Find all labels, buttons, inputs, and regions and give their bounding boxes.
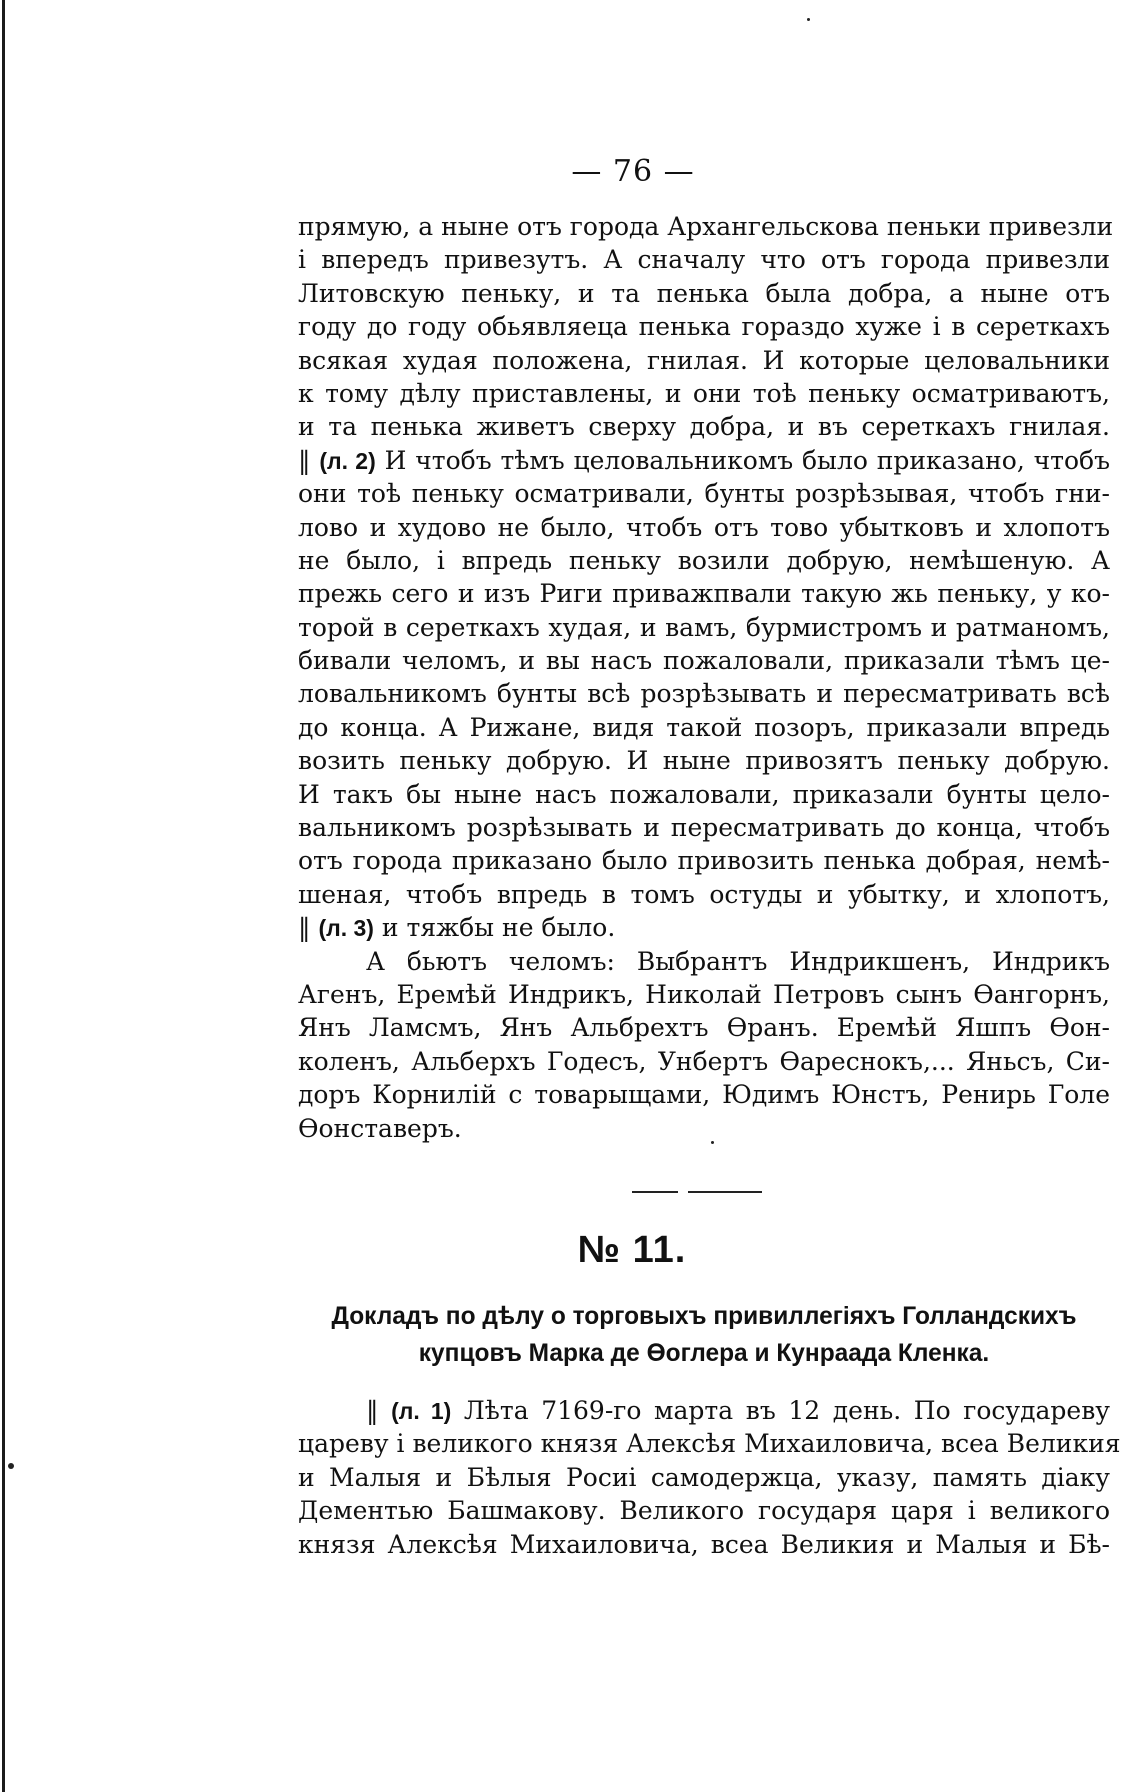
text-line: лово и худово не было, чтобъ отъ тово убытковъ и хлопотъ <box>298 512 1110 542</box>
text-line: князя Алексѣя Михаиловича, всеа Великия и Малыя и Бѣ- <box>298 1529 1110 1559</box>
folio-reference: (л. 3) <box>318 915 374 942</box>
heading-line: Докладъ по дѣлу о торговыхъ привиллегіяхъ Голландскихъ <box>331 1302 1077 1330</box>
text-line: вальникомъ розрѣзывать и пересматривать до конца, чтобъ <box>298 813 1110 843</box>
document-heading <box>306 1298 1102 1372</box>
heading-line: купцовъ Марка де Өоглера и Кунраада Кленка. <box>418 1339 990 1367</box>
page-edge-shadow <box>2 0 5 1792</box>
text-line: и Малыя и Бѣлыя Росиі самодержца, указу, память діаку <box>298 1462 1110 1492</box>
text-line-fragment: Лѣта 7169-го марта въ 12 день. По государеву <box>463 1396 1110 1425</box>
petitioners-line: доръ Корнилiй с товарыщами, Юдимъ Юнстъ, Ренирь Голе <box>298 1080 1110 1110</box>
scan-speck <box>8 1463 14 1469</box>
petitioners-line: коленъ, Альберхъ Годесъ, Унбертъ Өареснокъ,... Яньсъ, Си- <box>298 1046 1110 1076</box>
folio-marker: ‖ <box>298 913 311 943</box>
document-body <box>298 1394 1121 1561</box>
section-divider <box>632 1191 678 1193</box>
folio-marker: ‖ <box>298 445 311 475</box>
text-line-with-folio-ref <box>298 1394 1110 1427</box>
text-line: цареву і великого князя Алексѣя Михаиловича, всеа Великия <box>298 1429 1121 1459</box>
text-line: и та пенька живетъ сверху добра, и въ сереткахъ гнилая. <box>298 412 1110 442</box>
section-divider <box>688 1191 762 1193</box>
text-line: бивали челомъ, и вы насъ пожаловали, приказали тѣмъ це- <box>298 646 1110 676</box>
text-line: до конца. А Рижане, видя такой позоръ, приказали впредь <box>298 712 1110 742</box>
petitioners-line: Агенъ, Еремѣй Индрикъ, Николай Петровъ сынъ Өангорнъ, <box>298 979 1110 1009</box>
folio-reference: (л. 2) <box>319 447 376 474</box>
text-line-with-folio-ref <box>298 444 1110 477</box>
petitioners-line: Өонставеръ. <box>298 1113 462 1143</box>
text-line: они тоѣ пеньку осматривали, бунты розрѣзывая, чтобъ гни- <box>298 479 1110 509</box>
page-number: — 76 — <box>571 154 695 189</box>
text-line: к тому дѣлу приставлены, и они тоѣ пеньку осматриваютъ, <box>298 378 1110 408</box>
main-text-block <box>298 210 1114 1145</box>
text-line: шеная, чтобъ впредь в томъ остуды и убытку, и хлопотъ, <box>298 879 1110 909</box>
petitioners-line: А бьютъ челомъ: Выбрантъ Индрикшенъ, Индрикъ <box>366 946 1110 976</box>
text-line-fragment: и тяжбы не было. <box>381 913 616 943</box>
text-line: отъ города приказано было привозить пенька добрая, немѣ- <box>298 846 1110 876</box>
scan-speck <box>807 18 810 21</box>
document-number: № 11. <box>577 1229 687 1271</box>
text-line: торой в сереткахъ худая, и вамъ, бурмистромъ и ратманомъ, <box>298 612 1110 642</box>
petitioners-line: Янъ Ламсмъ, Янъ Альбрехтъ Өранъ. Еремѣй Яшпъ Өон- <box>298 1013 1110 1043</box>
text-line: ловальникомъ бунты всѣ розрѣзывать и пересматривать всѣ <box>298 679 1110 709</box>
text-line-with-folio-ref <box>298 911 1110 944</box>
text-line: всякая худая положена, гнилая. И которые целовальники <box>298 345 1110 375</box>
text-line: Дементью Башмакову. Великого государя царя і великого <box>298 1496 1110 1526</box>
text-line: прежь сего и изъ Риги приважпвали такую жь пеньку, у ко- <box>298 579 1110 609</box>
text-line: прямую, а ныне отъ города Архангельскова пеньки привезли <box>298 212 1114 241</box>
text-line: возить пеньку добрую. И ныне привозятъ пеньку добрую. <box>298 746 1110 776</box>
text-line: И такъ бы ныне насъ пожаловали, приказали бунты цело- <box>298 779 1110 809</box>
folio-reference: (л. 1) <box>391 1398 452 1424</box>
folio-marker: ‖ <box>366 1396 379 1425</box>
text-line: не было, і впредь пеньку возили добрую, немѣшеную. А <box>298 545 1110 575</box>
text-line: Литовскую пеньку, и та пенька была добра, а ныне отъ <box>298 278 1110 308</box>
text-line: і впередъ привезутъ. А сначалу что отъ города привезли <box>298 245 1110 275</box>
text-line-fragment: И чтобъ тѣмъ целовальникомъ было приказано, чтобъ <box>384 445 1110 475</box>
text-line: году до году обьявляеца пенька гораздо хуже і в сереткахъ <box>298 312 1110 342</box>
